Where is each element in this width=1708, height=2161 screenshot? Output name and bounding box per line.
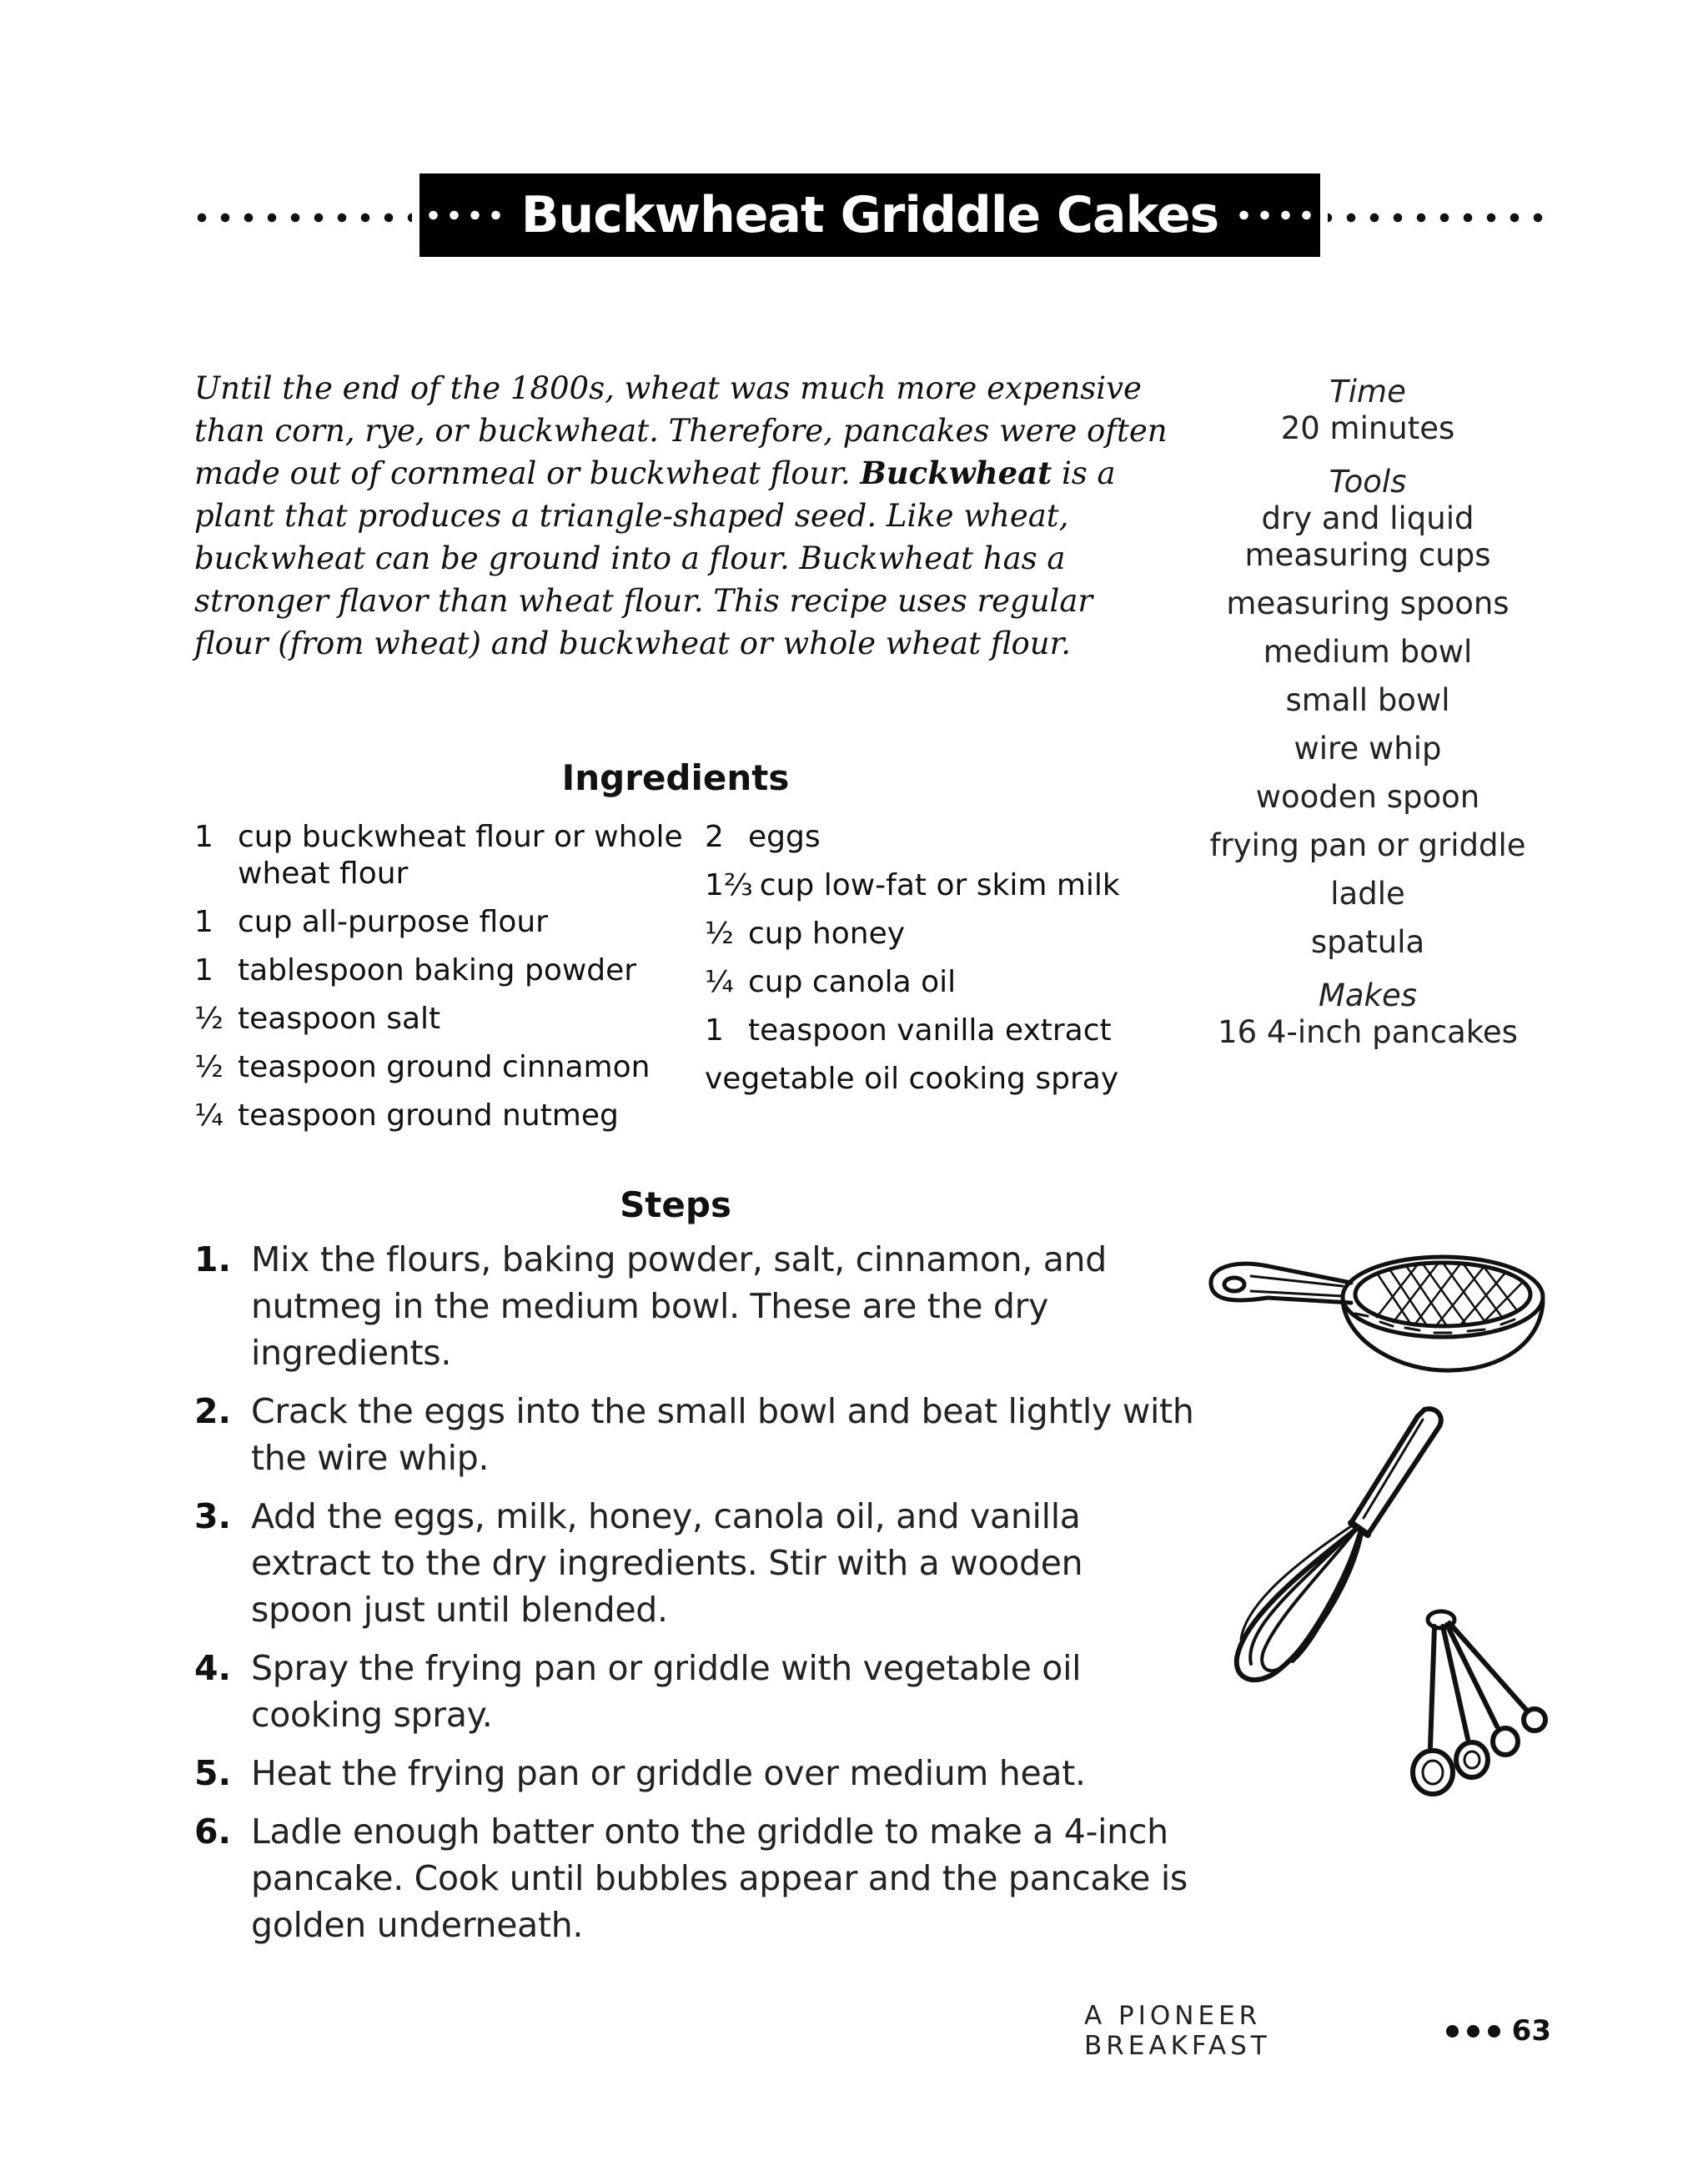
ingredient-item bbox=[194, 819, 695, 892]
step-text: Add the eggs, milk, honey, canola oil, and vanilla extract to the dry ingredients. Stir with a wooden spoon just until blended. bbox=[251, 1496, 1083, 1630]
intro-bold-term: Buckwheat bbox=[860, 455, 1052, 491]
title-banner bbox=[190, 173, 1550, 257]
ingredient-amount: 1 bbox=[194, 820, 214, 854]
footer-dot bbox=[1446, 2025, 1459, 2038]
ingredient-text: teaspoon ground nutmeg bbox=[238, 1098, 619, 1133]
ingredient-amount: ¼ bbox=[705, 965, 734, 999]
step-number: 6. bbox=[194, 1812, 232, 1852]
ingredient-amount: ¼ bbox=[194, 1098, 224, 1133]
ingredient-text: teaspoon ground cinnamon bbox=[238, 1050, 651, 1084]
ingredient-text: teaspoon salt bbox=[238, 1002, 441, 1036]
measuring-spoons-icon bbox=[1409, 1601, 1555, 1797]
tool-item: ladle bbox=[1330, 876, 1405, 912]
page-footer bbox=[1084, 2001, 1551, 2061]
footer-dots bbox=[1446, 2025, 1500, 2038]
tool-item: measuring spoons bbox=[1226, 585, 1510, 621]
ingredient-amount: ½ bbox=[194, 1050, 224, 1084]
intro-text-1: Until the end of the 1800s, wheat was much more expensive than corn, rye, or buckwheat. Therefore, pancakes were often made out of cornmeal or buckwheat flour. bbox=[194, 370, 1168, 491]
makes-block bbox=[1201, 977, 1535, 1051]
step-item bbox=[194, 1808, 1195, 1948]
time-value: 20 minutes bbox=[1280, 410, 1455, 446]
ingredient-amount: 1⅔ bbox=[705, 868, 753, 902]
ingredient-item bbox=[705, 1061, 1172, 1098]
ingredient-text: tablespoon baking powder bbox=[238, 953, 637, 988]
title-box bbox=[419, 173, 1320, 257]
title-dot-leader-right bbox=[1328, 213, 1550, 223]
ingredient-text: cup buckwheat flour or whole wheat flour bbox=[238, 820, 683, 891]
tool-item: wooden spoon bbox=[1255, 779, 1480, 815]
ingredient-item bbox=[705, 1013, 1172, 1049]
steps-list bbox=[194, 1236, 1195, 1960]
intro-paragraph bbox=[194, 367, 1174, 665]
intro-text-2: is a plant that produces a triangle-shaped seed. Like wheat, buckwheat can be ground into a flour. Buckwheat has a stronger flavor than wheat flour. This recipe uses regular flour (from wheat) and buckwheat or whole wheat flour. bbox=[194, 455, 1116, 661]
step-item bbox=[194, 1750, 1195, 1797]
step-number: 3. bbox=[194, 1496, 232, 1536]
ingredient-amount: 2 bbox=[705, 820, 724, 854]
ingredient-amount: 1 bbox=[194, 953, 214, 988]
title-inner-dots-right bbox=[1233, 210, 1317, 220]
ingredient-item bbox=[705, 916, 1172, 952]
step-number: 5. bbox=[194, 1753, 232, 1793]
tool-item: frying pan or griddle bbox=[1209, 827, 1526, 863]
step-text: Crack the eggs into the small bowl and beat lightly with the wire whip. bbox=[251, 1391, 1194, 1478]
step-item bbox=[194, 1236, 1195, 1376]
ingredient-item bbox=[194, 1098, 695, 1134]
makes-label: Makes bbox=[1318, 977, 1418, 1013]
step-item bbox=[194, 1645, 1195, 1738]
time-label: Time bbox=[1329, 374, 1406, 410]
ingredient-text: eggs bbox=[748, 820, 821, 854]
ingredient-text: teaspoon vanilla extract bbox=[748, 1013, 1112, 1048]
ingredient-amount: 1 bbox=[194, 905, 214, 939]
page-title: Buckwheat Griddle Cakes bbox=[520, 186, 1219, 244]
tool-item: dry and liquid measuring cups bbox=[1244, 500, 1491, 573]
time-block bbox=[1201, 374, 1535, 447]
tools-block bbox=[1201, 464, 1535, 961]
ingredient-item bbox=[705, 867, 1172, 904]
step-text: Spray the frying pan or griddle with vegetable oil cooking spray. bbox=[251, 1648, 1082, 1735]
ingredient-text: cup all-purpose flour bbox=[238, 905, 548, 939]
ingredient-item bbox=[705, 819, 1172, 856]
ingredient-text: vegetable oil cooking spray bbox=[705, 1062, 1119, 1096]
footer-section-title: A PIONEER BREAKFAST bbox=[1084, 2001, 1271, 2061]
ingredient-item bbox=[194, 952, 695, 989]
ingredients-list-right bbox=[705, 819, 1172, 1109]
step-text: Mix the flours, baking powder, salt, cinnamon, and nutmeg in the medium bowl. These are the dry ingredients. bbox=[251, 1239, 1107, 1373]
recipe-sidebar bbox=[1201, 374, 1535, 1068]
ingredient-amount: ½ bbox=[705, 917, 734, 951]
step-number: 2. bbox=[194, 1391, 232, 1431]
footer-dot bbox=[1467, 2025, 1479, 2038]
tool-item: spatula bbox=[1310, 924, 1425, 960]
page-number: 63 bbox=[1511, 2014, 1551, 2048]
step-number: 1. bbox=[194, 1239, 232, 1279]
ingredient-item bbox=[194, 1001, 695, 1038]
ingredients-list-left bbox=[194, 819, 695, 1146]
frying-pan-icon bbox=[1201, 1234, 1551, 1380]
ingredient-text: cup canola oil bbox=[748, 965, 957, 999]
ingredient-amount: 1 bbox=[705, 1013, 724, 1048]
ingredient-item bbox=[194, 1049, 695, 1086]
tool-item: wire whip bbox=[1294, 731, 1442, 766]
ingredient-item bbox=[705, 964, 1172, 1001]
footer-dot bbox=[1488, 2025, 1500, 2038]
tool-item: medium bowl bbox=[1263, 634, 1473, 670]
ingredient-text: cup low-fat or skim milk bbox=[759, 868, 1120, 902]
tool-item: small bowl bbox=[1285, 682, 1450, 718]
tools-label: Tools bbox=[1329, 464, 1407, 500]
step-item bbox=[194, 1493, 1195, 1633]
title-dot-leader-left bbox=[190, 213, 412, 223]
steps-heading: Steps bbox=[620, 1184, 731, 1225]
step-item bbox=[194, 1388, 1195, 1481]
ingredient-text: cup honey bbox=[748, 917, 906, 951]
ingredients-heading: Ingredients bbox=[561, 757, 790, 798]
makes-value: 16 4-inch pancakes bbox=[1218, 1014, 1518, 1050]
step-text: Ladle enough batter onto the griddle to make a 4-inch pancake. Cook until bubbles appear and the pancake is golden underneath. bbox=[251, 1812, 1188, 1945]
ingredient-amount: ½ bbox=[194, 1002, 224, 1036]
ingredient-item bbox=[194, 904, 695, 941]
title-inner-dots-left bbox=[423, 210, 506, 220]
step-number: 4. bbox=[194, 1648, 232, 1688]
step-text: Heat the frying pan or griddle over medium heat. bbox=[251, 1753, 1086, 1793]
